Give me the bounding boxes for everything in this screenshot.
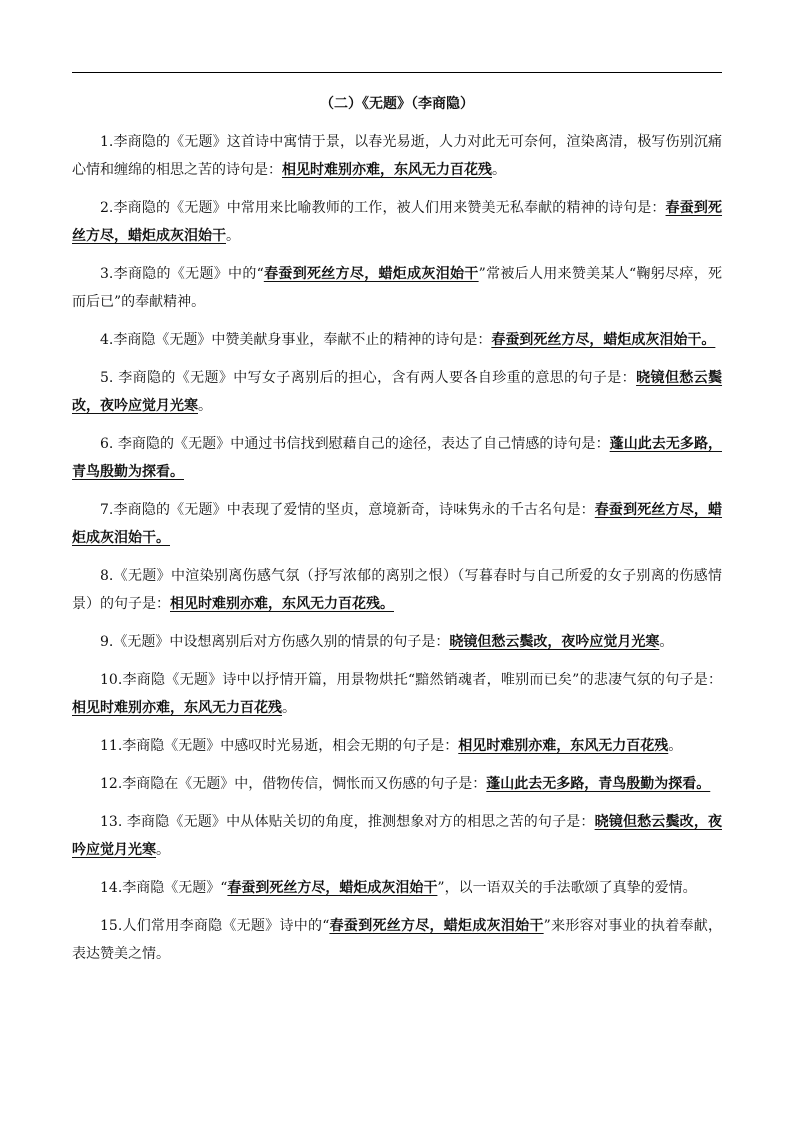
list-item: [72, 496, 722, 552]
item-text: 1.李商隐的《无题》这首诗中寓情于景，以春光易逝，人力对此无可奈何，渲染离清，极写伤别沉痛心情和缠绵的相思之苦的诗句是：: [72, 134, 722, 178]
list-item: [72, 562, 722, 618]
item-text: 10.李商隐《无题》诗中以抒情开篇，用景物烘托“黯然销魂者，唯别而已矣”的悲凄气氛的句子是：: [100, 672, 722, 688]
list-item: [72, 732, 722, 760]
item-text: 4.李商隐《无题》中赞美献身事业，奉献不止的精神的诗句是：: [100, 332, 492, 348]
item-tail: ”常被后人用来赞美某人“鞠躬尽瘁，死而后已”的奉献精神。: [72, 266, 723, 310]
list-item: [72, 260, 722, 316]
item-text: 11.李商隐《无题》中感叹时光易逝，相会无期的句子是：: [100, 738, 459, 754]
answer-text: 春蚕到死丝方尽，蜡炬成灰泪始干。: [491, 332, 716, 348]
item-text: 8.《无题》中渲染别离伤感气氛（抒写浓郁的离别之恨）（写暮春时与自己所爱的女子别离的伤感情景）的句子是：: [72, 568, 722, 612]
item-text: 9.《无题》中设想离别后对方伤感久别的情景的句子是：: [100, 634, 450, 650]
answer-text: 春蚕到死丝方尽，蜡炬成灰泪始干: [227, 880, 438, 896]
item-text: 15.人们常用李商隐《无题》诗中的“: [100, 918, 330, 934]
item-tail: 。: [668, 738, 683, 754]
list-item: [72, 628, 722, 656]
answer-text: 春蚕到死丝方尽，蜡炬成灰泪始干: [263, 266, 479, 282]
item-tail: ”，以一语双关的手法歌颂了真挚的爱情。: [437, 880, 697, 896]
answer-text: 相见时难别亦难，东风无力百花残: [72, 700, 282, 716]
item-text: 12.李商隐在《无题》中，借物传信，惆怅而又伤感的句子是：: [100, 776, 487, 792]
item-text: 7.李商隐的《无题》中表现了爱情的坚贞，意境新奇，诗味隽永的千古名句是：: [100, 502, 595, 518]
section-title: （二）《无题》（李商隐）: [320, 96, 474, 112]
item-tail: 。: [282, 700, 296, 716]
item-tail: 。: [226, 228, 240, 244]
list-item: [72, 808, 722, 864]
answer-text: 蓬山此去无多路，青鸟殷勤为探看。: [486, 776, 711, 792]
list-item: [72, 128, 722, 184]
list-item: [72, 874, 722, 902]
item-tail: 。: [492, 162, 506, 178]
item-text: 6. 李商隐的《无题》中通过书信找到慰藉自己的途径，表达了自己情感的诗句是：: [100, 436, 610, 452]
list-item: [72, 912, 722, 968]
item-text: 13. 李商隐《无题》中从体贴关切的角度，推测想象对方的相思之苦的句子是：: [100, 814, 595, 830]
answer-text: 相见时难别亦难，东风无力百花残: [282, 162, 492, 178]
list-item: [72, 666, 722, 722]
answer-text: 相见时难别亦难，东风无力百花残: [458, 738, 669, 754]
item-tail: 。: [659, 634, 674, 650]
item-tail: 。: [156, 842, 170, 858]
answer-text: 春蚕到死丝方尽，蜡炬成灰泪始干。: [72, 502, 723, 546]
list-item: [72, 770, 722, 798]
list-item: [72, 430, 722, 486]
item-text: 14.李商隐《无题》“: [100, 880, 228, 896]
answer-text: 蓬山此去无多路，青鸟殷勤为探看。: [72, 436, 722, 480]
answer-text: 晓镜但愁云鬓改，夜吟应觉月光寒: [449, 634, 660, 650]
list-item: [72, 194, 722, 250]
list-item: [72, 364, 722, 420]
item-tail: 。: [198, 398, 212, 414]
answer-text: 春蚕到死丝方尽，蜡炬成灰泪始干: [329, 918, 544, 934]
list-item: [72, 326, 722, 354]
item-text: 3.李商隐的《无题》中的“: [100, 266, 264, 282]
answer-text: 相见时难别亦难，东风无力百花残。: [170, 596, 394, 612]
question-list: [72, 128, 722, 978]
header-rule: [72, 72, 722, 73]
item-text: 2.李商隐的《无题》中常用来比喻教师的工作，被人们用来赞美无私奉献的精神的诗句是：: [100, 200, 666, 216]
item-text: 5. 李商隐的《无题》中写女子离别后的担心，含有两人要各自珍重的意思的句子是：: [100, 370, 637, 386]
answer-text: 晓镜但愁云鬓改，夜吟应觉月光寒: [72, 370, 723, 414]
answer-text: 春蚕到死丝方尽，蜡炬成灰泪始干: [72, 200, 723, 244]
item-tail: ”来形容对事业的执着奉献，表达赞美之情。: [72, 918, 722, 962]
answer-text: 晓镜但愁云鬓改，夜吟应觉月光寒: [72, 814, 722, 858]
